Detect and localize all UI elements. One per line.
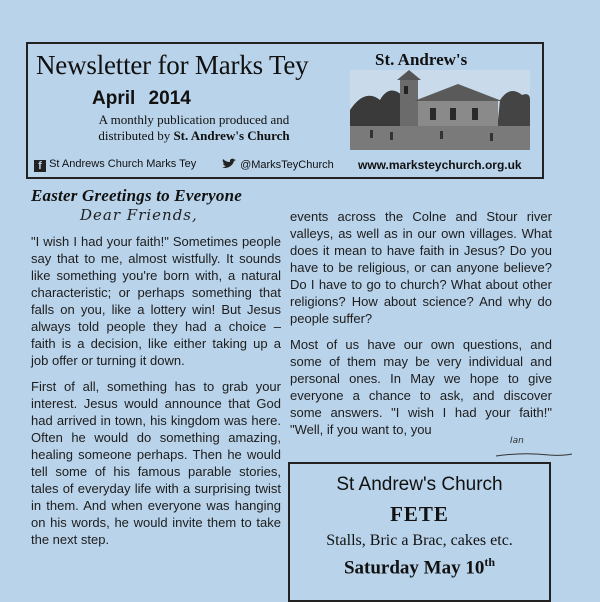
church-photo — [350, 70, 530, 150]
article-paragraph: Most of us have our own questions, and some of them may be very individual and personal ones. In May we hope to give everyone a chance to ask, and discover some answers. "I wish I had your faith!" "Well, if you want to, you — [290, 337, 552, 437]
handwritten-salutation: Dear Friends, — [80, 206, 198, 224]
facebook-label: St Andrews Church Marks Tey — [49, 158, 197, 170]
newsletter-description — [68, 112, 320, 144]
facebook-icon: f — [34, 160, 46, 172]
article-paragraph: events across the Colne and Stour river valleys, as well as in our own villages. What does it mean to have faith in Jesus? Do you have to be religious, or can anyone believe? Do I have to go to church? What about other religions? How about science? And why do people suffer? — [290, 209, 552, 326]
fete-items: Stalls, Bric a Brac, cakes etc. — [326, 532, 513, 549]
church-name: St. Andrew's — [375, 50, 468, 69]
newsletter-title: Newsletter for Marks Tey — [36, 50, 309, 80]
article-heading: Easter Greetings to Everyone — [31, 186, 243, 205]
fete-church: St Andrew's Church — [336, 474, 503, 495]
description-line1: A monthly publication produced and — [98, 112, 290, 127]
fete-date-suffix: th — [484, 555, 496, 569]
twitter-bird-icon — [221, 158, 237, 170]
twitter-handle: @MarksTeyChurch — [240, 159, 334, 171]
twitter-link[interactable] — [221, 158, 334, 171]
newsletter-date: April 2014 — [92, 88, 191, 109]
handwritten-underline — [494, 448, 574, 460]
article-left-column — [31, 233, 281, 548]
article-right-column — [290, 208, 552, 438]
fete-date-text: Saturday May 10 — [343, 557, 485, 579]
facebook-link[interactable] — [34, 158, 196, 172]
description-org: St. Andrew's Church — [173, 128, 290, 143]
handwritten-signature: Ian — [510, 436, 524, 446]
website-link[interactable]: www.marksteychurch.org.uk — [358, 158, 522, 172]
fete-date — [290, 555, 549, 579]
fete-title: FETE — [390, 502, 449, 526]
fete-notice-box — [288, 462, 551, 602]
article-paragraph: First of all, something has to grab your interest. Jesus would announce that God had arrived in town, his kingdom was here. Often he would do something amazing, healing someone perhaps. Then he would tell some of his famous parable stories, tales of everyday life with a surprising twist in them. And when everyone was hanging on his words, he would invite them to take the next step. — [31, 379, 281, 547]
description-line2-prefix: distributed by — [98, 128, 174, 143]
article-paragraph: "I wish I had your faith!" Sometimes people say that to me, almost wistfully. It sounds like something you're born with, a natural characteristic; or perhaps something that falls on you, like a lottery win! But Jesus always told people they had a choice – faith is a decision, like either taking up a job offer or turning it down. — [31, 234, 281, 368]
